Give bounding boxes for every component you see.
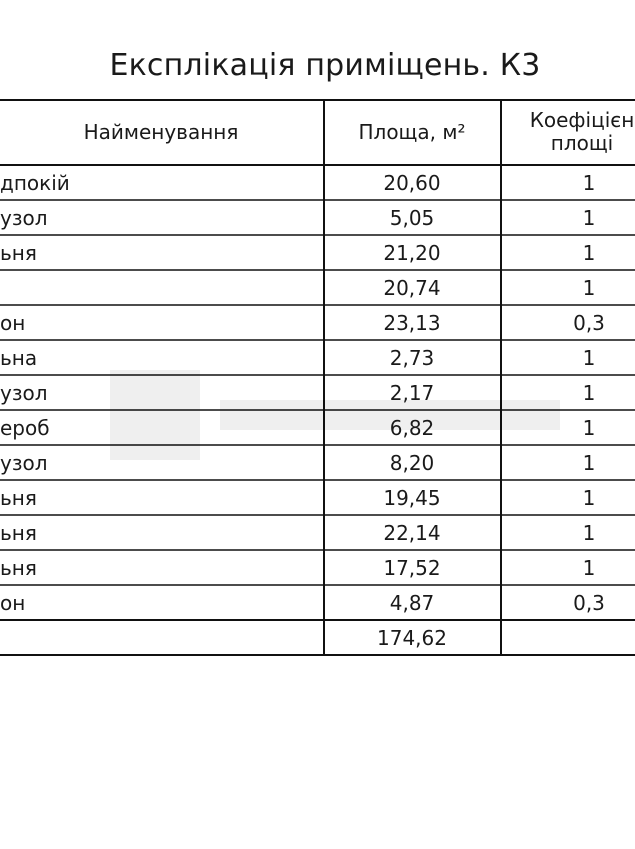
table-row-name-cell: ьна [0, 345, 38, 370]
table-title: Експлікація приміщень. К3 [109, 48, 541, 83]
table-row-name-cell: узол [0, 450, 48, 475]
table-row-name-cell: дпокій [0, 170, 70, 195]
table-row-name-cell: ьня [0, 555, 37, 580]
table-row-coef-cell: 1 [582, 380, 596, 405]
table-row-area-cell: 17,52 [383, 555, 441, 580]
header-coefficient-line1: Коефіцієн [529, 107, 635, 132]
table-row-name-cell: узол [0, 205, 48, 230]
total-row-name-cell [0, 620, 322, 655]
header-area: Площа, м² [358, 119, 466, 144]
total-row-area-cell: 174,62 [377, 625, 447, 650]
table-row-coef-cell: 1 [582, 205, 596, 230]
table-row-coef-cell: 0,3 [573, 310, 605, 335]
table-row-area-cell: 4,87 [389, 590, 435, 615]
table-row-name-cell: узол [0, 380, 48, 405]
table-row-area-cell: 8,20 [389, 450, 435, 475]
table-row-coef-cell: 1 [582, 450, 596, 475]
table-row-area-cell: 23,13 [383, 310, 441, 335]
table-row-name-cell: ьня [0, 485, 37, 510]
table-row-coef-cell: 1 [582, 485, 596, 510]
table-row-coef-cell: 1 [582, 555, 596, 580]
table-row-area-cell: 20,60 [383, 170, 441, 195]
table-row-area-cell: 21,20 [383, 240, 441, 265]
table-row-name-cell: ьня [0, 520, 37, 545]
table-row-coef-cell: 1 [582, 520, 596, 545]
table-row-area-cell: 20,74 [383, 275, 441, 300]
table-row-area-cell: 6,82 [389, 415, 435, 440]
total-row-coef-cell [502, 620, 635, 655]
table-row-area-cell: 19,45 [383, 485, 441, 510]
table-row-name-cell: он [0, 310, 26, 335]
table-row-coef-cell: 1 [582, 345, 596, 370]
table-row-coef-cell: 1 [582, 415, 596, 440]
table-row-area-cell: 2,17 [389, 380, 435, 405]
table-row-area-cell: 5,05 [389, 205, 435, 230]
table-row-name-cell: он [0, 590, 26, 615]
table-row-area-cell: 2,73 [389, 345, 435, 370]
table-row-coef-cell: 0,3 [573, 590, 605, 615]
table-row-name-cell [0, 270, 322, 305]
header-coefficient-line2: площі [550, 130, 614, 155]
table-row-coef-cell: 1 [582, 170, 596, 195]
header-coefficient [502, 100, 635, 163]
table-row-area-cell: 22,14 [383, 520, 441, 545]
header-name: Найменування [83, 119, 239, 144]
table-row-coef-cell: 1 [582, 275, 596, 300]
table-row-name-cell: ьня [0, 240, 37, 265]
table-row-name-cell: ероб [0, 415, 50, 440]
table-row-coef-cell: 1 [582, 240, 596, 265]
